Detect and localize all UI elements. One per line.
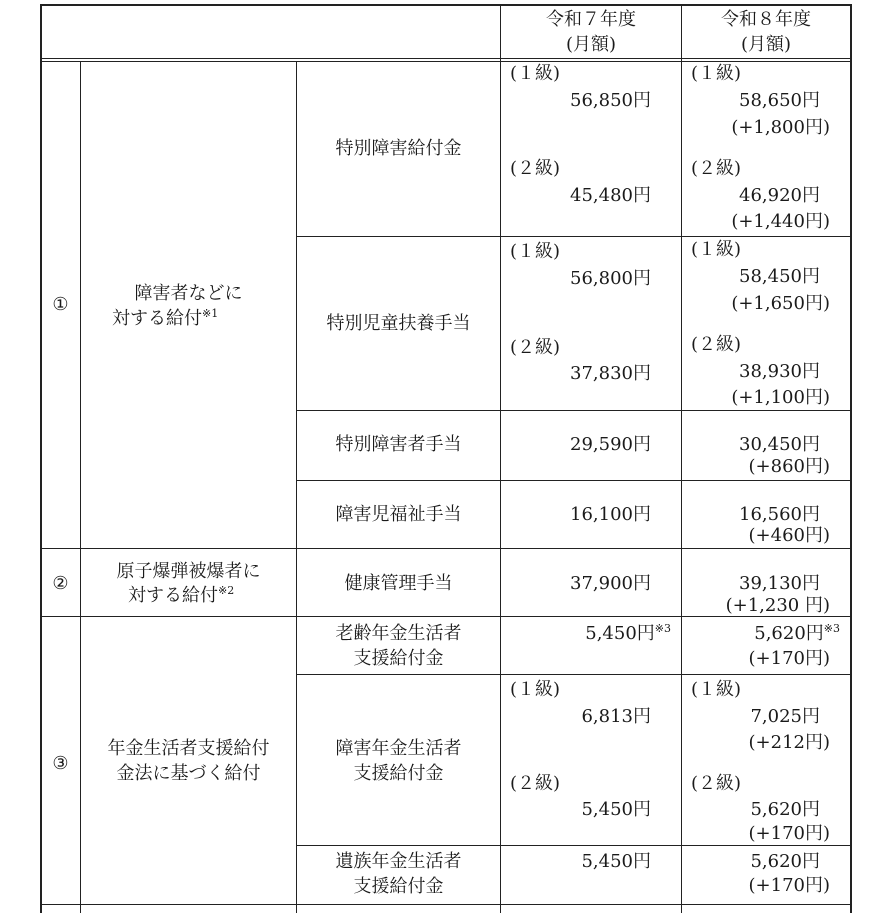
grade-label: (１級) — [510, 241, 561, 262]
group-title: 対する給付$^{※1}$ — [112, 307, 219, 329]
grade-label: (２級) — [510, 337, 561, 358]
amount-fy2025: 37,830円 — [570, 363, 651, 384]
group-title: 年金生活者支援給付 — [107, 738, 270, 759]
grade-label: (１級) — [691, 63, 742, 84]
header-fy2026-year: 令和８年度 — [721, 9, 811, 30]
amount-fy2025: 16,100円 — [570, 504, 651, 525]
amount-fy2025: 56,800円 — [570, 268, 651, 289]
grade-label: (２級) — [510, 773, 561, 794]
amount-fy2026: 5,620円 — [750, 799, 820, 820]
amount-fy2025: 37,900円 — [570, 573, 651, 594]
header-fy2026-monthly: (月額) — [740, 34, 792, 55]
benefit-name: 特別障害者手当 — [335, 434, 462, 455]
benefit-name: 老齢年金生活者 — [335, 623, 462, 644]
grade-label: (１級) — [510, 63, 561, 84]
grade-label: (２級) — [691, 773, 742, 794]
benefit-name: 特別児童扶養手当 — [326, 313, 471, 334]
amount-fy2026: 58,450円 — [739, 266, 820, 287]
header-fy2025-monthly: (月額) — [565, 34, 617, 55]
benefit-name: 障害児福祉手当 — [335, 504, 462, 525]
amount-increase: (+460円) — [748, 525, 830, 546]
grade-label: (２級) — [691, 158, 742, 179]
group-number: ③ — [52, 753, 69, 774]
amount-fy2026: 16,560円 — [739, 504, 820, 525]
group-title: 金法に基づく給付 — [116, 763, 261, 784]
grade-label: (１級) — [510, 679, 561, 700]
amount-increase: (+1,440円) — [731, 211, 830, 232]
footnote-mark: ※3 — [654, 622, 671, 635]
footnote-mark: ※1 — [202, 307, 219, 320]
row-divider — [296, 674, 852, 675]
benefit-name: 支援給付金 — [353, 763, 444, 784]
row-divider — [40, 904, 852, 905]
amount-increase: (+170円) — [748, 648, 830, 669]
amount-increase: (+1,230 円) — [725, 595, 830, 616]
border-top — [40, 4, 852, 6]
group-number: ② — [52, 573, 69, 594]
amount-fy2025: 5,450円$^{※3}$ — [585, 622, 671, 644]
benefit-name: 支援給付金 — [353, 648, 444, 669]
grade-label: (１級) — [691, 679, 742, 700]
group-number: ① — [52, 294, 69, 315]
amount-increase: (+1,800円) — [731, 117, 830, 138]
footnote-mark: ※2 — [218, 584, 235, 597]
amount-fy2026: 39,130円 — [739, 573, 820, 594]
amount-increase: (+860円) — [748, 456, 830, 477]
header-divider — [40, 58, 852, 59]
grade-label: (２級) — [691, 334, 742, 355]
amount-fy2026: 5,620円 — [750, 851, 820, 872]
amount-fy2026: 38,930円 — [739, 361, 820, 382]
amount-fy2025: 29,590円 — [570, 434, 651, 455]
benefit-name: 健康管理手当 — [344, 573, 453, 594]
amount-fy2026: 5,620円$^{※3}$ — [754, 622, 840, 644]
amount-fy2026: 7,025円 — [750, 706, 820, 727]
group-title: 障害者などに — [134, 283, 243, 304]
benefit-name: 特別障害給付金 — [335, 138, 462, 159]
amount-increase: (+1,650円) — [731, 293, 830, 314]
amount-fy2025: 5,450円 — [581, 799, 651, 820]
group-title: 対する給付$^{※2}$ — [128, 584, 235, 606]
row-divider — [296, 410, 852, 411]
row-divider — [296, 480, 852, 481]
column-divider — [500, 4, 501, 913]
amount-fy2025: 56,850円 — [570, 90, 651, 111]
row-divider — [296, 236, 852, 237]
amount-increase: (+1,100円) — [731, 387, 830, 408]
benefit-name: 支援給付金 — [353, 876, 444, 897]
amount-fy2026: 30,450円 — [739, 434, 820, 455]
amount-increase: (+170円) — [748, 875, 830, 896]
amount-fy2025: 5,450円 — [581, 851, 651, 872]
border-left — [40, 4, 42, 913]
benefit-name: 遺族年金生活者 — [335, 851, 462, 872]
row-divider — [40, 548, 852, 549]
border-right — [850, 4, 852, 913]
amount-fy2025: 45,480円 — [570, 185, 651, 206]
grade-label: (１級) — [691, 239, 742, 260]
amount-fy2026: 46,920円 — [739, 185, 820, 206]
header-fy2025-year: 令和７年度 — [546, 9, 636, 30]
amount-fy2026: 58,650円 — [739, 90, 820, 111]
group-title: 原子爆弾被爆者に — [116, 561, 261, 582]
grade-label: (２級) — [510, 158, 561, 179]
amount-fy2025: 6,813円 — [581, 706, 651, 727]
amount-increase: (+212円) — [748, 732, 830, 753]
footnote-mark: ※3 — [823, 622, 840, 635]
benefit-name: 障害年金生活者 — [335, 738, 462, 759]
amount-increase: (+170円) — [748, 823, 830, 844]
